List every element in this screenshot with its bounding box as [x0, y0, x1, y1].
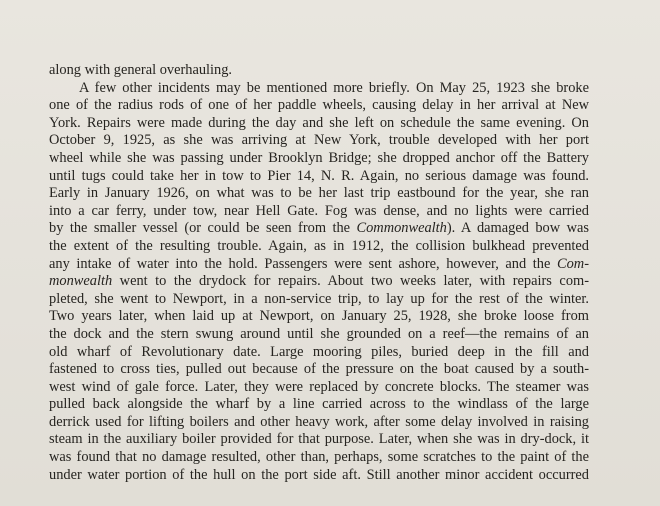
text-line	[49, 431, 589, 449]
text-run: along with general overhauling.	[49, 62, 233, 78]
text-line	[49, 256, 589, 274]
body-text	[49, 62, 589, 484]
text-line	[49, 467, 589, 485]
text-line	[49, 97, 589, 115]
text-line	[49, 344, 589, 362]
text-line	[49, 379, 589, 397]
text-run: York. Repairs were made during the day and she left on schedule the same evening. On	[49, 114, 589, 131]
text-run: any intake of water into the hold. Passengers were sent ashore, however, and the	[49, 255, 558, 272]
text-run: pulled back alongside the wharf by a line carried across to the windlass of the large	[49, 396, 589, 413]
text-line	[49, 308, 589, 326]
text-run: one of the radius rods of one of her paddle wheels, causing delay in her arrival at New	[49, 97, 589, 114]
text-line	[49, 238, 589, 256]
text-run: under water portion of the hull on the port side aft. Still another minor accident occurred	[49, 466, 589, 483]
text-line	[49, 449, 589, 467]
text-line	[49, 185, 589, 203]
text-run: derrick used for lifting boilers and other heavy work, after some delay involved in raising	[49, 413, 589, 430]
text-run: pleted, she went to Newport, in a non-service trip, to lay up for the rest of the winter.	[49, 290, 589, 307]
text-line	[49, 291, 589, 309]
text-line	[49, 150, 589, 168]
text-run: until tugs could take her in tow to Pier 14, N. R. Again, no serious damage was found.	[49, 167, 589, 184]
text-run: Two years later, when laid up at Newport, on January 25, 1928, she broke loose from	[49, 308, 589, 325]
text-run: into a car ferry, under tow, near Hell Gate. Fog was dense, and no lights were carried	[49, 202, 589, 219]
text-run: Early in January 1926, on what was to be her last trip eastbound for the year, she ran	[49, 185, 589, 202]
text-run: went to the drydock for repairs. About two weeks later, with repairs com-	[112, 273, 589, 290]
text-run: the dock and the stern swung around until she grounded on a reef—the remains of an	[49, 325, 589, 342]
text-line	[49, 361, 589, 379]
italic-run: Com-	[557, 255, 589, 272]
text-line	[49, 80, 589, 98]
text-line	[49, 203, 589, 221]
text-run: October 9, 1925, as she was arriving at New York, trouble developed with her port	[49, 132, 589, 149]
text-run: the extent of the resulting trouble. Again, as in 1912, the collision bulkhead prevented	[49, 237, 589, 254]
text-line	[49, 220, 589, 238]
text-run: A few other incidents may be mentioned more briefly. On May 25, 1923 she broke	[79, 79, 589, 96]
text-line	[49, 326, 589, 344]
text-line	[49, 396, 589, 414]
text-run: old wharf of Revolutionary date. Large mooring piles, buried deep in the fill and	[49, 343, 589, 360]
text-line	[49, 168, 589, 186]
text-line	[49, 273, 589, 291]
text-run: wheel while she was passing under Brooklyn Bridge; she dropped anchor off the Battery	[49, 149, 589, 166]
italic-run: monwealth	[49, 273, 113, 290]
text-run: west wind of gale force. Later, they were replaced by concrete blocks. The steamer was	[49, 378, 589, 395]
text-run: was found that no damage resulted, other than, perhaps, some scratches to the paint of the	[49, 449, 589, 466]
text-run: fastened to cross ties, pulled out because of the pressure on the boat caused by a south-	[49, 361, 589, 378]
text-line	[49, 132, 589, 150]
text-run: ). A damaged bow was	[446, 220, 589, 237]
text-run: steam in the auxiliary boiler provided for that purpose. Later, when she was in dry-dock, it	[49, 431, 589, 448]
italic-run: Commonwealth	[356, 220, 447, 237]
text-line	[49, 62, 589, 80]
text-line	[49, 414, 589, 432]
text-line	[49, 115, 589, 133]
text-run: by the smaller vessel (or could be seen from the	[49, 220, 357, 237]
